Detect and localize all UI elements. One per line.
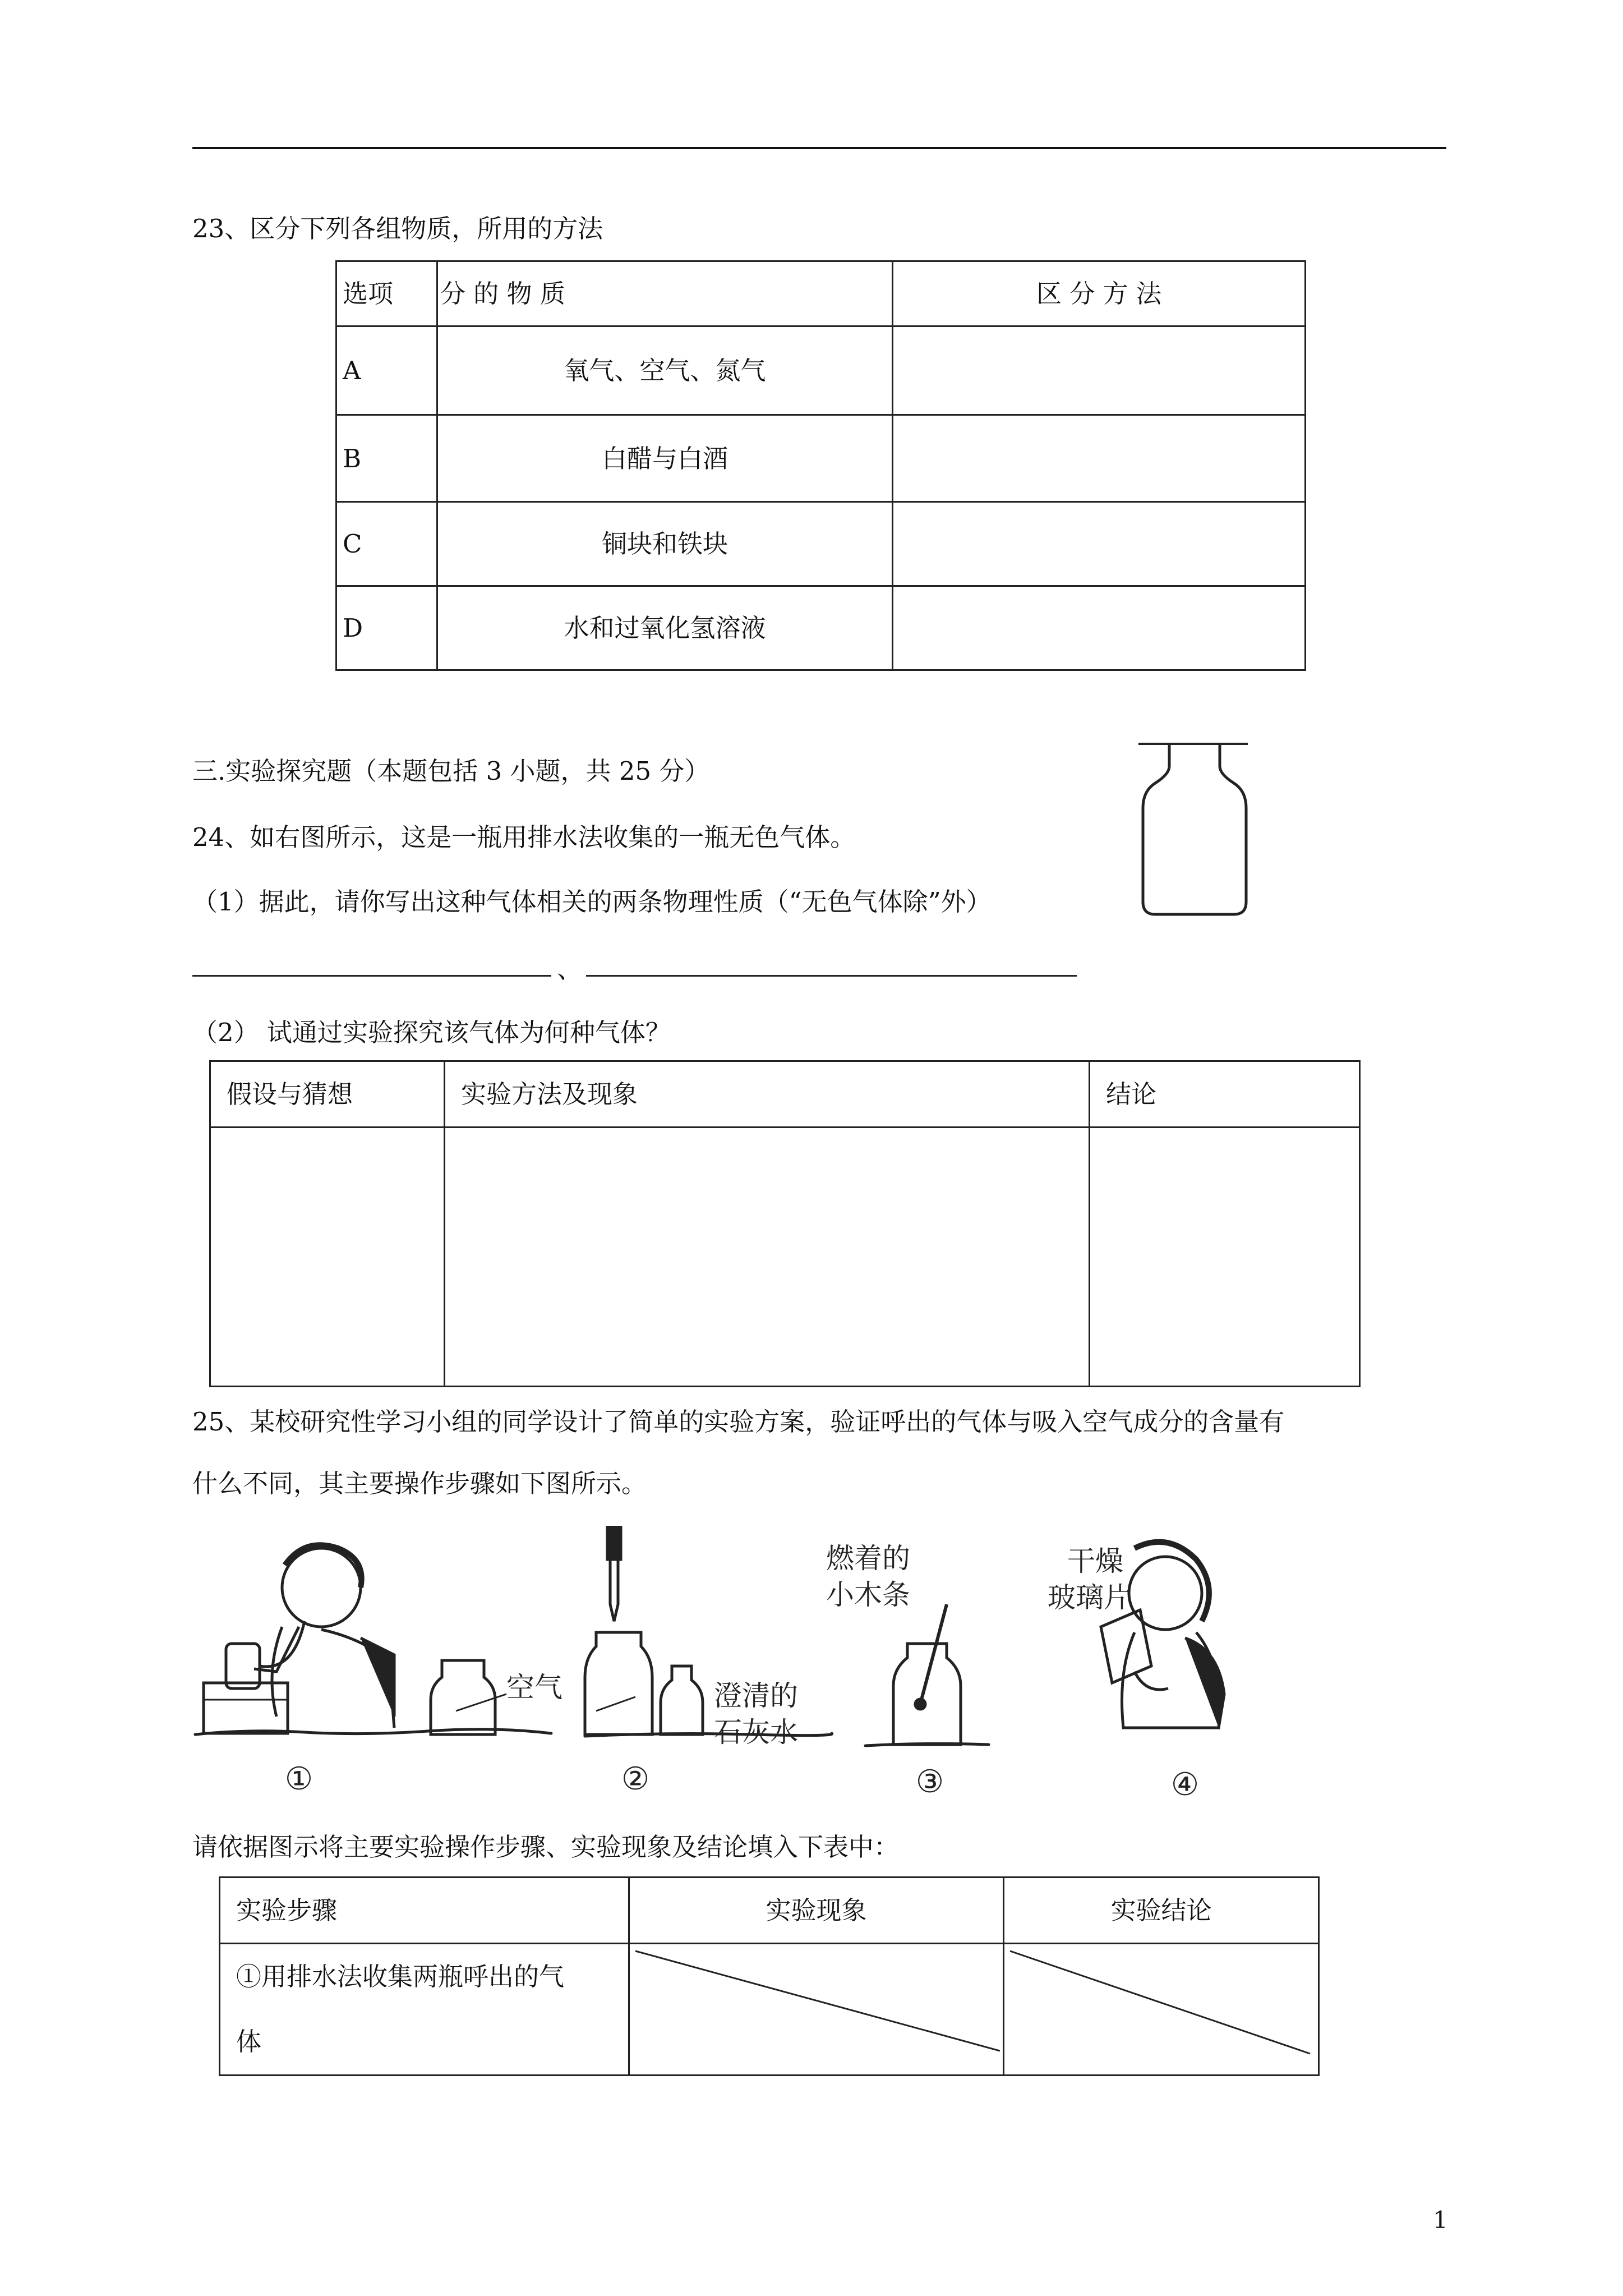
air-label: 空气 xyxy=(506,1671,562,1704)
q23-option-cell: B xyxy=(336,415,437,502)
section3-title: 三.实验探究题（本题包括 3 小题，共 25 分） xyxy=(192,756,710,786)
table-row xyxy=(220,1944,1319,2076)
q25-header-conclusion: 实验结论 xyxy=(1004,1878,1319,1944)
q24-method-cell[interactable] xyxy=(445,1128,1090,1387)
stick-label-line2: 小木条 xyxy=(826,1579,910,1611)
q23-substances-cell: 铜块和铁块 xyxy=(437,502,893,586)
q25-stem-line1: 25、某校研究性学习小组的同学设计了简单的实验方案，验证呼出的气体与吸入空气成分的含量有 xyxy=(192,1407,1285,1437)
q23-substances-cell: 氧气、空气、氮气 xyxy=(437,326,893,415)
q25-table xyxy=(219,1876,1320,2076)
q24-hypothesis-cell[interactable] xyxy=(210,1128,445,1387)
q23-substances-cell: 白醋与白酒 xyxy=(437,415,893,502)
step-number-4: ④ xyxy=(1170,1766,1200,1803)
q25-conclusion-cell xyxy=(1004,1944,1319,2076)
q25-table-header-row xyxy=(220,1878,1319,1944)
table-row xyxy=(336,326,1306,415)
q23-method-cell[interactable] xyxy=(893,326,1306,415)
q25-phenomenon-cell xyxy=(629,1944,1004,2076)
q23-option-cell: D xyxy=(336,586,437,670)
q23-method-cell[interactable] xyxy=(893,586,1306,670)
step1-illustration xyxy=(204,1545,394,1733)
table-row xyxy=(336,415,1306,502)
stick-label-line1: 燃着的 xyxy=(826,1542,910,1575)
q25-step-line1: ①用排水法收集两瓶呼出的气 xyxy=(236,1962,565,1991)
q24-answer-blank-1[interactable] xyxy=(192,975,551,977)
glass-label-line1: 干燥 xyxy=(1067,1545,1123,1577)
diagonal-strike xyxy=(630,1944,1004,2074)
table-row xyxy=(336,586,1306,670)
q25-step-line2: 体 xyxy=(236,2027,262,2056)
experiment-figure xyxy=(192,1526,1258,1806)
q24-answer-blank-2[interactable] xyxy=(586,975,1077,977)
step2-illustration xyxy=(585,1526,703,1734)
q23-method-cell[interactable] xyxy=(893,415,1306,502)
q24-header-hypothesis: 假设与猜想 xyxy=(210,1061,445,1128)
q23-table xyxy=(335,260,1306,671)
table-row xyxy=(210,1128,1360,1387)
q24-table-header-row xyxy=(210,1061,1360,1128)
step-number-2: ② xyxy=(621,1761,650,1797)
q25-instruction: 请依据图示将主要实验操作步骤、实验现象及结论填入下表中： xyxy=(192,1832,900,1862)
q24-table xyxy=(209,1060,1361,1387)
header-rule xyxy=(192,147,1446,149)
q23-header-substances: 分 的 物 质 xyxy=(437,261,893,326)
q23-title: 23、区分下列各组物质，所用的方法 xyxy=(192,214,603,243)
step3-illustration xyxy=(893,1604,961,1745)
q23-header-option: 选项 xyxy=(336,261,437,326)
q25-stem-line2: 什么不同，其主要操作步骤如下图所示。 xyxy=(192,1469,647,1498)
q23-option-cell: A xyxy=(336,326,437,415)
step-number-1: ① xyxy=(284,1761,313,1797)
q24-stem: 24、如右图所示，这是一瓶用排水法收集的一瓶无色气体。 xyxy=(192,822,856,852)
q24-part2: （2） 试通过实验探究该气体为何种气体？ xyxy=(192,1018,671,1047)
q23-method-cell[interactable] xyxy=(893,502,1306,586)
air-bottle-icon xyxy=(431,1660,506,1734)
q23-option-cell: C xyxy=(336,502,437,586)
q24-separator: 、 xyxy=(557,954,583,984)
table-row xyxy=(336,502,1306,586)
q24-header-method: 实验方法及现象 xyxy=(445,1061,1090,1128)
q23-table-header-row xyxy=(336,261,1306,326)
page-number: 1 xyxy=(1433,2206,1448,2234)
gas-bottle-icon xyxy=(1133,739,1256,919)
step-number-3: ③ xyxy=(915,1764,944,1800)
q24-part1: （1）据此，请你写出这种气体相关的两条物理性质（“无色气体除”外） xyxy=(192,887,992,917)
diagonal-strike xyxy=(1004,1944,1319,2074)
q24-conclusion-cell[interactable] xyxy=(1090,1128,1360,1387)
glass-label-line2: 玻璃片 xyxy=(1048,1581,1132,1614)
q25-header-step: 实验步骤 xyxy=(220,1878,629,1944)
limewater-label-line1: 澄清的 xyxy=(714,1680,798,1712)
limewater-label-line2: 石灰水 xyxy=(714,1716,798,1749)
q23-substances-cell: 水和过氧化氢溶液 xyxy=(437,586,893,670)
q25-header-phenomenon: 实验现象 xyxy=(629,1878,1004,1944)
q25-step-cell xyxy=(220,1944,629,2076)
q23-header-method: 区 分 方 法 xyxy=(893,261,1306,326)
q24-header-conclusion: 结论 xyxy=(1090,1061,1360,1128)
